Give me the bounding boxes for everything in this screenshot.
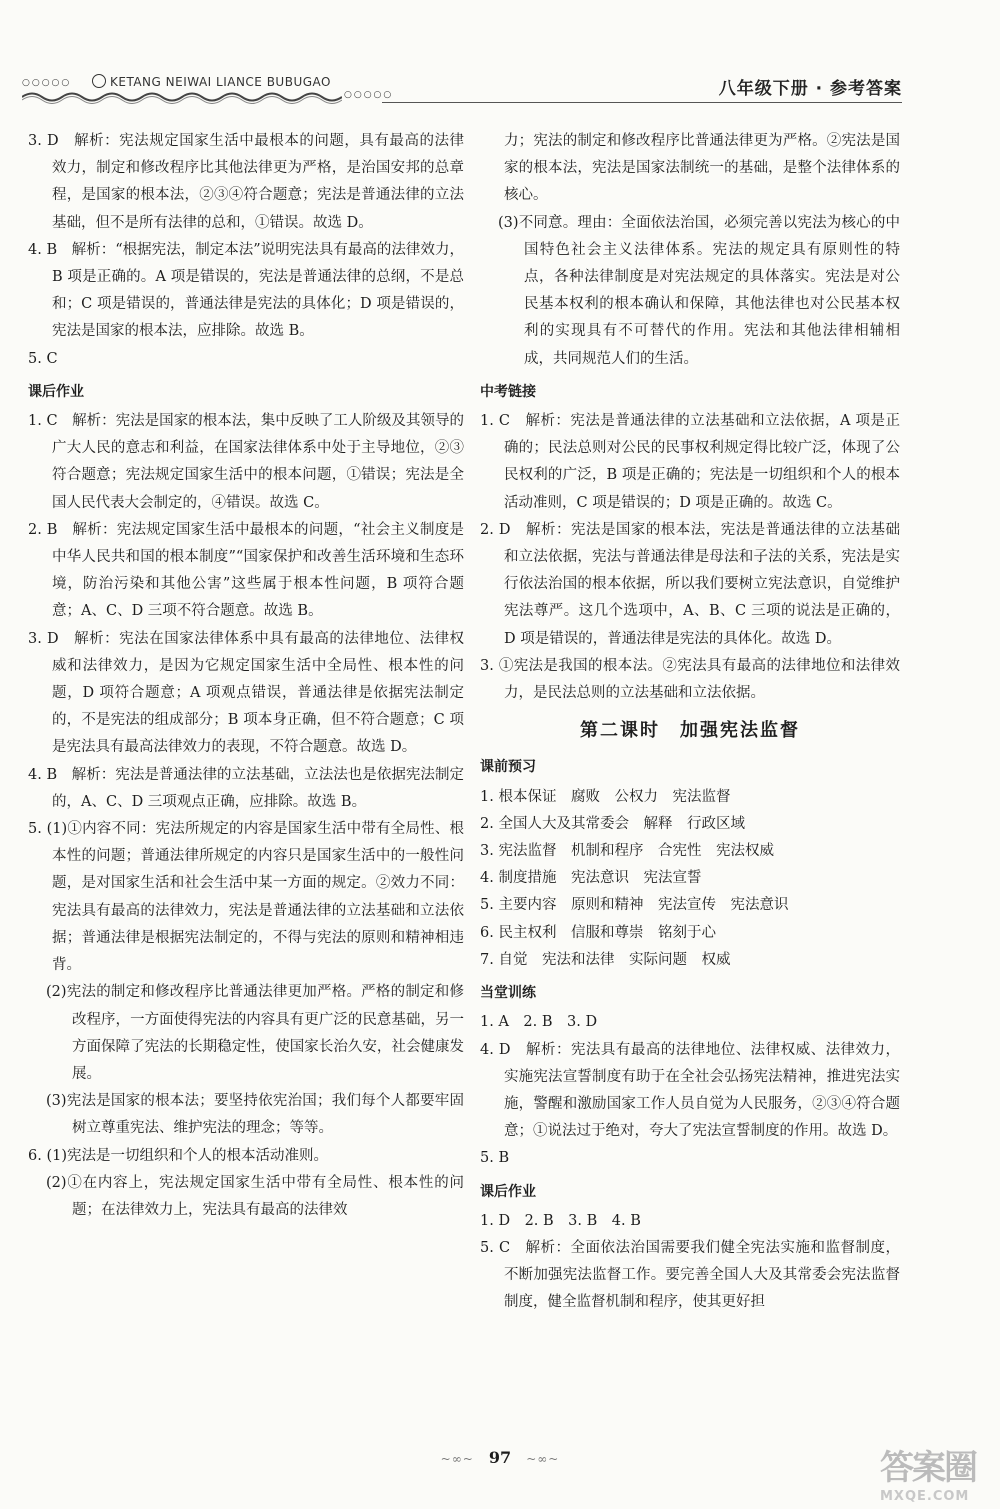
brand-logo-icon bbox=[92, 74, 106, 88]
section-heading: 课后作业 bbox=[28, 383, 84, 400]
answer-paragraph: 4. B 解析：宪法是普通法律的立法基础，立法法也是依据宪法制定的，A、C、D 三项观点正确，应排除。故选 B。 bbox=[28, 766, 464, 810]
answer-paragraph: 力；宪法的制定和修改程序比普通法律更为严格。②宪法是国家的根本法，宪法是国家法制统一的基础，是整个法律体系的核心。 bbox=[504, 133, 900, 204]
answer-paragraph: 5. 主要内容 原则和精神 宪法宣传 宪法意识 bbox=[480, 897, 789, 914]
watermark-top-text: 答案圈 bbox=[880, 1448, 976, 1488]
footer-ornament-left: ~∞~ bbox=[440, 1452, 474, 1466]
answer-paragraph: 3. D 解析：宪法规定国家生活中最根本的问题，具有最高的法律效力，制定和修改程序比其他法律更为严格，是治国安邦的总章程，是国家的根本法，②③④符合题意；宪法是普通法律的立法基础，但不是所有法律的总和，①错误。故选 D。 bbox=[28, 133, 464, 231]
answer-paragraph: 5. C 解析：全面依法治国需要我们健全宪法实施和监督制度，不断加强宪法监督工作。要完善全国人大及其常委会宪法监督制度，健全监督机制和程序，使其更好担 bbox=[480, 1239, 900, 1311]
decorative-circles-left: ○○○○○ bbox=[22, 78, 72, 88]
section-heading: 课前预习 bbox=[480, 759, 536, 776]
answer-paragraph: 4. B 解析：“根据宪法，制定本法”说明宪法具有最高的法律效力，B 项是正确的。A 项是错误的，宪法是普通法律的总纲，不是总和；C 项是错误的，普通法律是宪法的具体化；D 项是错误的，宪法是国家的根本法，应排除。故选 B。 bbox=[28, 241, 464, 340]
left-column bbox=[28, 128, 464, 1224]
answer-paragraph: 5. C bbox=[28, 350, 58, 367]
answer-paragraph: 6. 民主权利 信服和尊崇 铭刻于心 bbox=[480, 924, 716, 941]
answer-paragraph: 4. D 解析：宪法具有最高的法律地位、法律权威、法律效力，实施宪法宣誓制度有助于在全社会弘扬宪法精神，推进宪法实施，警醒和激励国家工作人员自觉为人民服务，②③④符合题意；①说法过于绝对，夸大了宪法宣誓制度的作用。故选 D。 bbox=[480, 1041, 900, 1140]
answer-paragraph: (3)不同意。理由：全面依法治国，必须完善以宪法为核心的中国特色社会主义法律体系。宪法的规定具有原则性的特点，各种法律制度是对宪法规定的具体落实。宪法是对公民基本权利的根本确认和保障，其他法律也对公民基本权利的实现具有不可替代的作用。宪法和其他法律相辅相成，共同规范人们的生活。 bbox=[498, 214, 900, 367]
answer-paragraph: 3. 宪法监督 机制和程序 合宪性 宪法权威 bbox=[480, 843, 774, 860]
answer-paragraph: (2)宪法的制定和修改程序比普通法律更加严格。严格的制定和修改程序，一方面使得宪法的内容具有更广泛的民意基础，另一方面保障了宪法的长期稳定性，使国家长治久安，社会健康发展。 bbox=[46, 984, 464, 1082]
decorative-wave bbox=[22, 90, 342, 104]
answer-paragraph: 6. (1)宪法是一切组织和个人的根本活动准则。 bbox=[28, 1147, 328, 1164]
answer-paragraph: 5. B bbox=[480, 1150, 510, 1167]
brand-text: KETANG NEIWAI LIANCE BUBUGAO bbox=[110, 75, 331, 89]
answer-paragraph: 1. D 2. B 3. B 4. B bbox=[480, 1212, 641, 1229]
section-heading: 中考链接 bbox=[480, 383, 536, 400]
answer-paragraph: 2. 全国人大及其常委会 解释 行政区域 bbox=[480, 815, 745, 832]
header-rule bbox=[382, 102, 902, 103]
lesson-title: 第二课时 加强宪法监督 bbox=[580, 720, 800, 742]
page-number: 97 bbox=[488, 1448, 512, 1467]
answer-paragraph: 1. C 解析：宪法是国家的根本法，集中反映了工人阶级及其领导的广大人民的意志和利益，在国家法律体系中处于主导地位，②③符合题意；宪法规定国家生活中的根本问题，①错误；宪法是全国人民代表大会制定的，④错误。故选 C。 bbox=[28, 413, 464, 511]
watermark-bottom-text: MXQE.COM bbox=[880, 1489, 970, 1504]
answer-paragraph: 1. 根本保证 腐败 公权力 宪法监督 bbox=[480, 788, 731, 805]
answer-paragraph: (3)宪法是国家的根本法；要坚持依宪治国；我们每个人都要牢固树立尊重宪法、维护宪法的理念；等等。 bbox=[46, 1093, 464, 1137]
decorative-circles-right: ○○○○○ bbox=[344, 90, 394, 100]
answer-paragraph: 2. B 解析：宪法规定国家生活中最根本的问题，“社会主义制度是中华人民共和国的根本制度”“国家保护和改善生活环境和生态环境，防治污染和其他公害”这些属于根本性问题，B 项符合题意；A、C、D 三项不符合题意。故选 B。 bbox=[28, 521, 464, 620]
answer-paragraph: 4. 制度措施 宪法意识 宪法宣誓 bbox=[480, 870, 702, 887]
footer-ornament-right: ~∞~ bbox=[526, 1452, 560, 1466]
watermark-logo bbox=[880, 1440, 990, 1504]
answer-paragraph: 1. A 2. B 3. D bbox=[480, 1014, 598, 1031]
answer-paragraph: 7. 自觉 宪法和法律 实际问题 权威 bbox=[480, 951, 731, 968]
series-brand bbox=[92, 74, 331, 89]
page-footer bbox=[0, 1448, 1000, 1467]
right-column bbox=[480, 128, 900, 1317]
section-heading: 当堂训练 bbox=[480, 985, 536, 1002]
answer-paragraph: 3. D 解析：宪法在国家法律体系中具有最高的法律地位、法律权威和法律效力，是因为它规定国家生活中全局性、根本性的问题，D 项符合题意；A 项观点错误，普通法律是依据宪法制定的，不是宪法的组成部分；B 项本身正确，但不符合题意；C 项是宪法具有最高法律效力的表现，不符合题意。故选 D。 bbox=[28, 630, 464, 756]
answer-paragraph: 5. (1)①内容不同：宪法所规定的内容是国家生活中带有全局性、根本性的问题；普通法律所规定的内容只是国家生活中的一般性问题，是对国家生活和社会生活中某一方面的规定。②效力不同：宪法具有最高的法律效力，宪法是普通法律的立法基础和立法依据；普通法律是根据宪法制定的，不得与宪法的原则和精神相违背。 bbox=[28, 821, 464, 974]
answer-paragraph: 1. C 解析：宪法是普通法律的立法基础和立法依据，A 项是正确的；民法总则对公民的民事权利规定得比较广泛，体现了公民权利的广泛，B 项是正确的；宪法是一切组织和个人的根本活动准则，C 项是错误的；D 项是正确的。故选 C。 bbox=[480, 413, 900, 511]
page-header bbox=[22, 72, 902, 106]
answer-paragraph: (2)①在内容上，宪法规定国家生活中带有全局性、根本性的问题；在法律效力上，宪法具有最高的法律效 bbox=[46, 1174, 464, 1218]
section-heading: 课后作业 bbox=[480, 1183, 536, 1200]
page-title: 八年级下册 · 参考答案 bbox=[718, 79, 902, 99]
answer-paragraph: 3. ①宪法是我国的根本法。②宪法具有最高的法律地位和法律效力，是民法总则的立法基础和立法依据。 bbox=[480, 657, 900, 702]
answer-paragraph: 2. D 解析：宪法是国家的根本法，宪法是普通法律的立法基础和立法依据，宪法与普通法律是母法和子法的关系，宪法是实行依法治国的根本依据，所以我们要树立宪法意识，自觉维护宪法尊严。这几个选项中，A、B、C 三项的说法是正确的，D 项是错误的，普通法律是宪法的具体化。故选 D。 bbox=[480, 521, 900, 647]
